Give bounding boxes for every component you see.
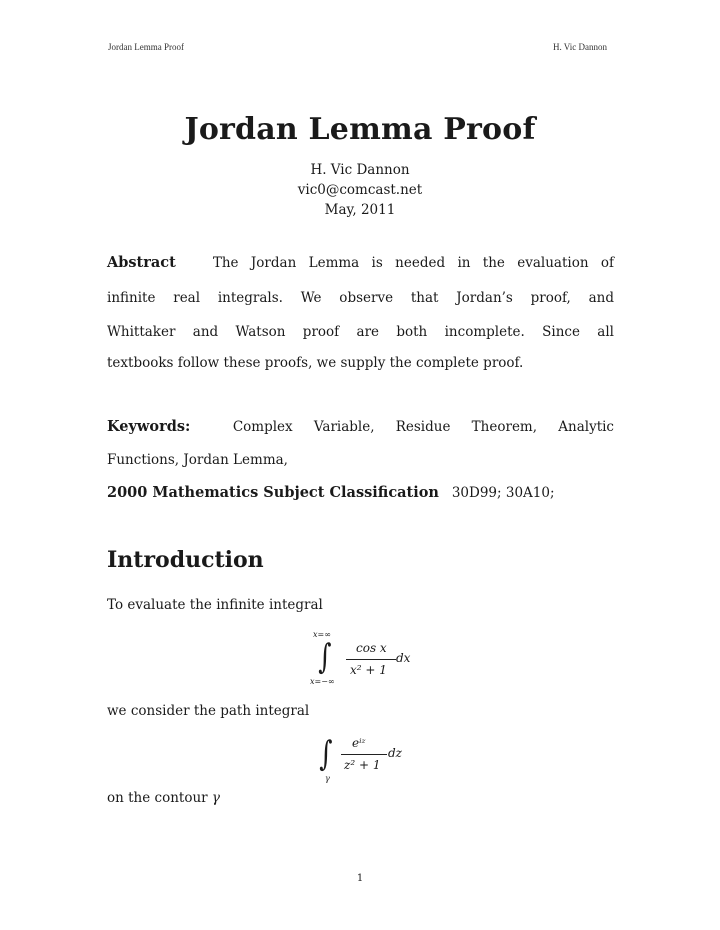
keywords-line-1 [107, 418, 614, 438]
msc-line [107, 484, 555, 501]
integral-sign: ∫ [319, 734, 333, 774]
msc-value: 30D99; 30A10; [451, 485, 555, 501]
running-header-left: Jordan Lemma Proof [108, 42, 184, 52]
integrand-denominator: x² + 1 [350, 663, 387, 677]
path-integral-equation [315, 733, 425, 789]
keywords-text-1: Complex Variable, Residue Theorem, Analytic [232, 419, 614, 435]
integral-differential: dx [396, 651, 411, 665]
integrand-denominator: z² + 1 [344, 758, 381, 772]
integrand-numerator: eⁱᶻ [352, 736, 366, 750]
section-heading-introduction: Introduction [107, 547, 264, 573]
author-name: H. Vic Dannon [310, 162, 410, 178]
integral-upper-limit: x=∞ [313, 630, 331, 639]
integral-differential: dz [388, 746, 403, 760]
paper-title: Jordan Lemma Proof [184, 112, 536, 147]
fraction-bar [341, 754, 387, 755]
abstract-text-1: The Jordan Lemma is needed in the evaluation of [212, 255, 615, 271]
integral-lower-limit: x=−∞ [310, 677, 335, 686]
intro-text-3 [107, 790, 220, 806]
abstract-line-4: textbooks follow these proofs, we supply the complete proof. [107, 355, 524, 371]
intro-text-3-words: on the contour [107, 790, 208, 806]
integrand-numerator: cos x [356, 641, 387, 655]
page-number: 1 [356, 873, 364, 884]
publication-date: May, 2011 [324, 202, 396, 218]
contour-symbol: γ [211, 790, 220, 806]
integral-sign: ∫ [318, 637, 332, 677]
author-email: vic0@comcast.net [297, 182, 423, 198]
abstract-line-2: infinite real integrals. We observe that Jordan’s proof, and [107, 290, 614, 306]
infinite-integral-equation [300, 628, 440, 690]
running-header-right: H. Vic Dannon [552, 42, 607, 52]
intro-text-1: To evaluate the infinite integral [107, 597, 323, 613]
abstract-line-3: Whittaker and Watson proof are both incomplete. Since all [107, 324, 614, 340]
fraction-bar [346, 659, 396, 660]
keywords-label: Keywords: [107, 418, 191, 435]
msc-label: 2000 Mathematics Subject Classification [107, 484, 439, 501]
path-integral-contour-label: γ [325, 774, 330, 783]
keywords-line-2: Functions, Jordan Lemma, [107, 452, 288, 468]
abstract-label: Abstract [107, 254, 176, 271]
abstract-line-1 [107, 254, 614, 274]
intro-text-2: we consider the path integral [107, 703, 310, 719]
